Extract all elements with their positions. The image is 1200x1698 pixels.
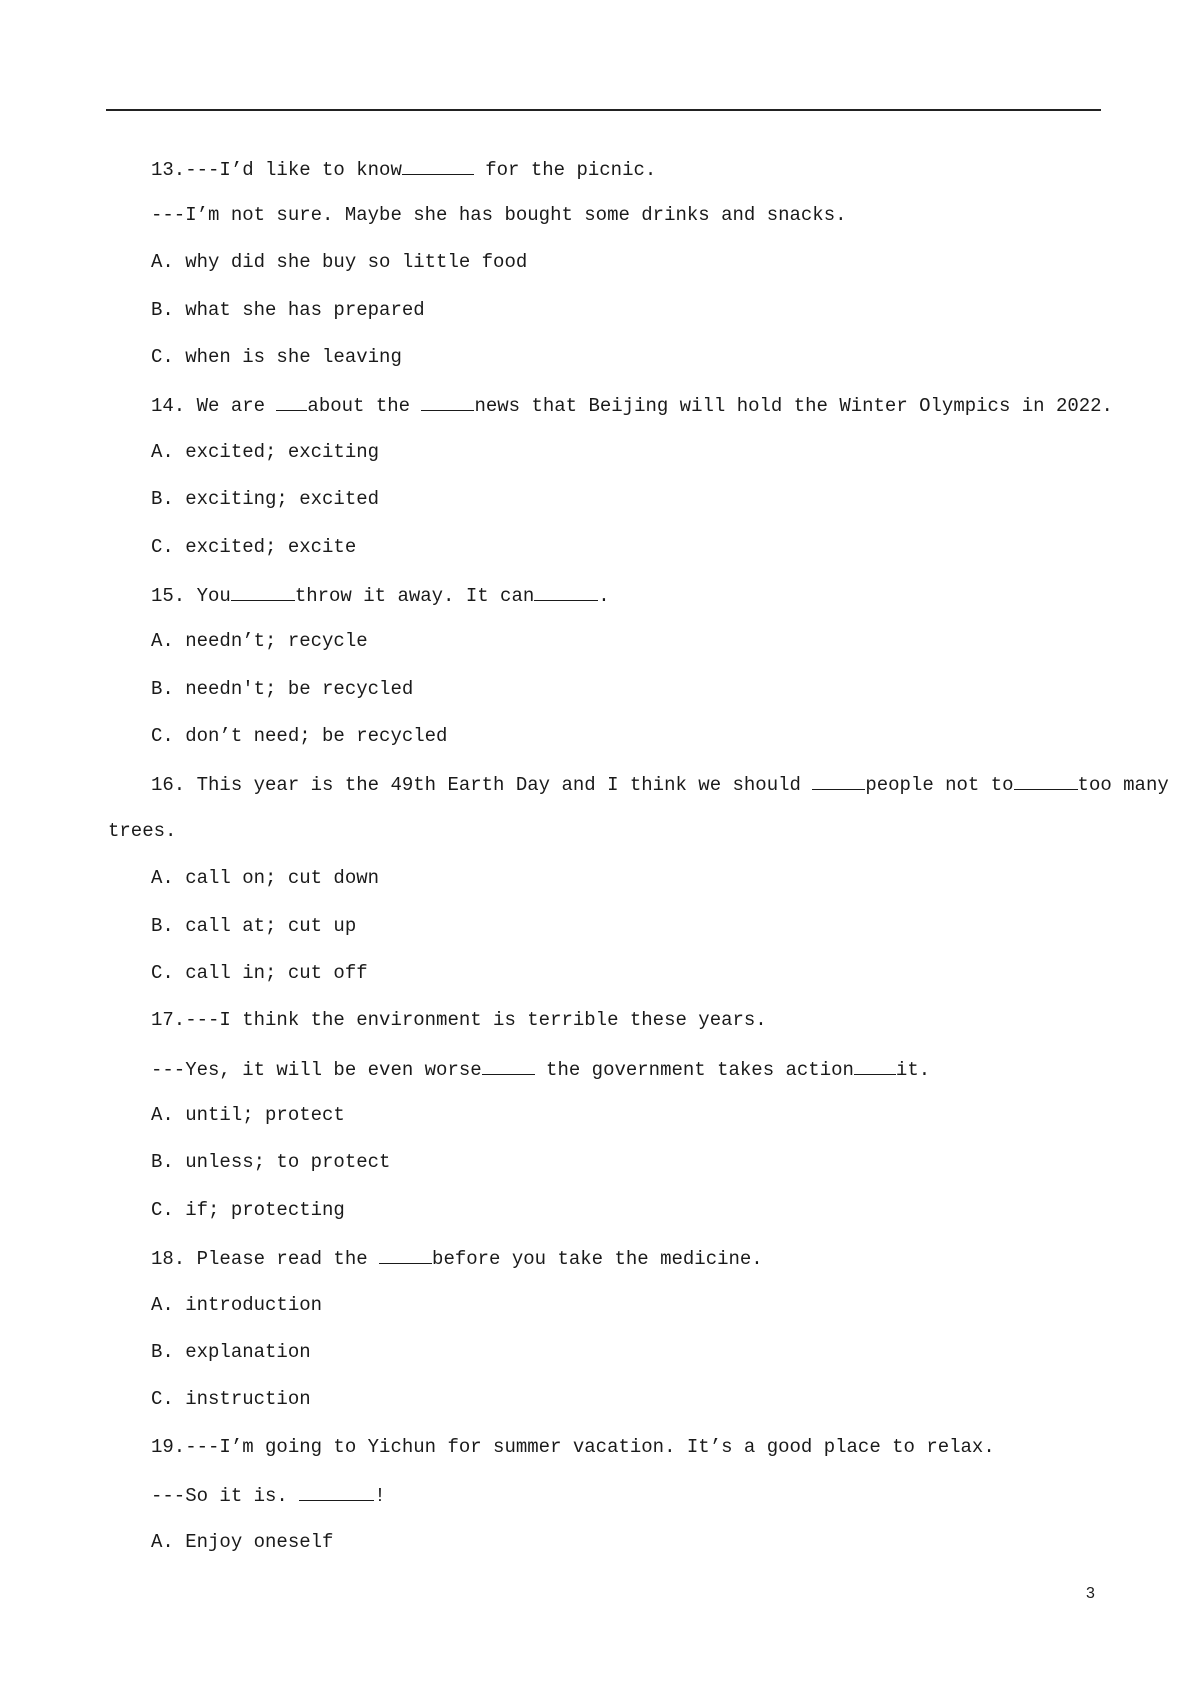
question-19-stem: 19.---I’m going to Yichun for summer vacation. It’s a good place to relax.: [151, 1436, 995, 1458]
question-16-stem: 16. This year is the 49th Earth Day and I think we should people not to too many: [151, 771, 1169, 795]
question-19-reply: ---So it is. !: [151, 1482, 386, 1506]
question-17-stem: 17.---I think the environment is terrible these years.: [151, 1009, 767, 1031]
question-17-option-c: C. if; protecting: [151, 1199, 345, 1221]
question-13-option-b: B. what she has prepared: [151, 299, 425, 321]
page-number: 3: [1086, 1585, 1095, 1602]
question-15-option-c: C. don’t need; be recycled: [151, 725, 448, 747]
answer-blank: [812, 771, 865, 790]
question-13-stem: 13.---I’d like to know for the picnic.: [151, 156, 656, 180]
answer-blank: [421, 392, 474, 411]
answer-blank: [1014, 771, 1078, 790]
question-14-option-a: A. excited; exciting: [151, 441, 380, 463]
question-17-option-a: A. until; protect: [151, 1104, 345, 1126]
question-16-option-a: A. call on; cut down: [151, 867, 380, 889]
question-13-option-c: C. when is she leaving: [151, 346, 402, 368]
answer-blank: [299, 1482, 374, 1501]
answer-blank: [534, 582, 598, 601]
question-14-option-c: C. excited; excite: [151, 536, 357, 558]
question-15-stem: 15. You throw it away. It can .: [151, 582, 610, 606]
question-18-option-c: C. instruction: [151, 1388, 311, 1410]
question-17-reply: ---Yes, it will be even worse the government takes action it.: [151, 1056, 930, 1080]
question-18-stem: 18. Please read the before you take the medicine.: [151, 1245, 763, 1269]
question-19-option-a: A. Enjoy oneself: [151, 1531, 334, 1553]
question-16-option-b: B. call at; cut up: [151, 915, 357, 937]
question-16-option-c: C. call in; cut off: [151, 962, 368, 984]
answer-blank: [402, 156, 474, 175]
answer-blank: [231, 582, 295, 601]
question-14-stem: 14. We are about the news that Beijing will hold the Winter Olympics in 2022.: [151, 392, 1113, 416]
question-17-option-b: B. unless; to protect: [151, 1151, 391, 1173]
question-15-option-a: A. needn’t; recycle: [151, 630, 368, 652]
question-18-option-b: B. explanation: [151, 1341, 311, 1363]
answer-blank: [482, 1056, 535, 1075]
question-13-option-a: A. why did she buy so little food: [151, 251, 528, 273]
answer-blank: [379, 1245, 432, 1264]
header-rule: [106, 109, 1101, 111]
question-16-stem-wrap: trees.: [108, 820, 177, 842]
question-18-option-a: A. introduction: [151, 1294, 323, 1316]
answer-blank: [854, 1056, 896, 1075]
answer-blank: [276, 392, 307, 411]
question-15-option-b: B. needn't; be recycled: [151, 678, 414, 700]
question-14-option-b: B. exciting; excited: [151, 488, 380, 510]
question-13-reply: ---I’m not sure. Maybe she has bought some drinks and snacks.: [151, 204, 847, 226]
